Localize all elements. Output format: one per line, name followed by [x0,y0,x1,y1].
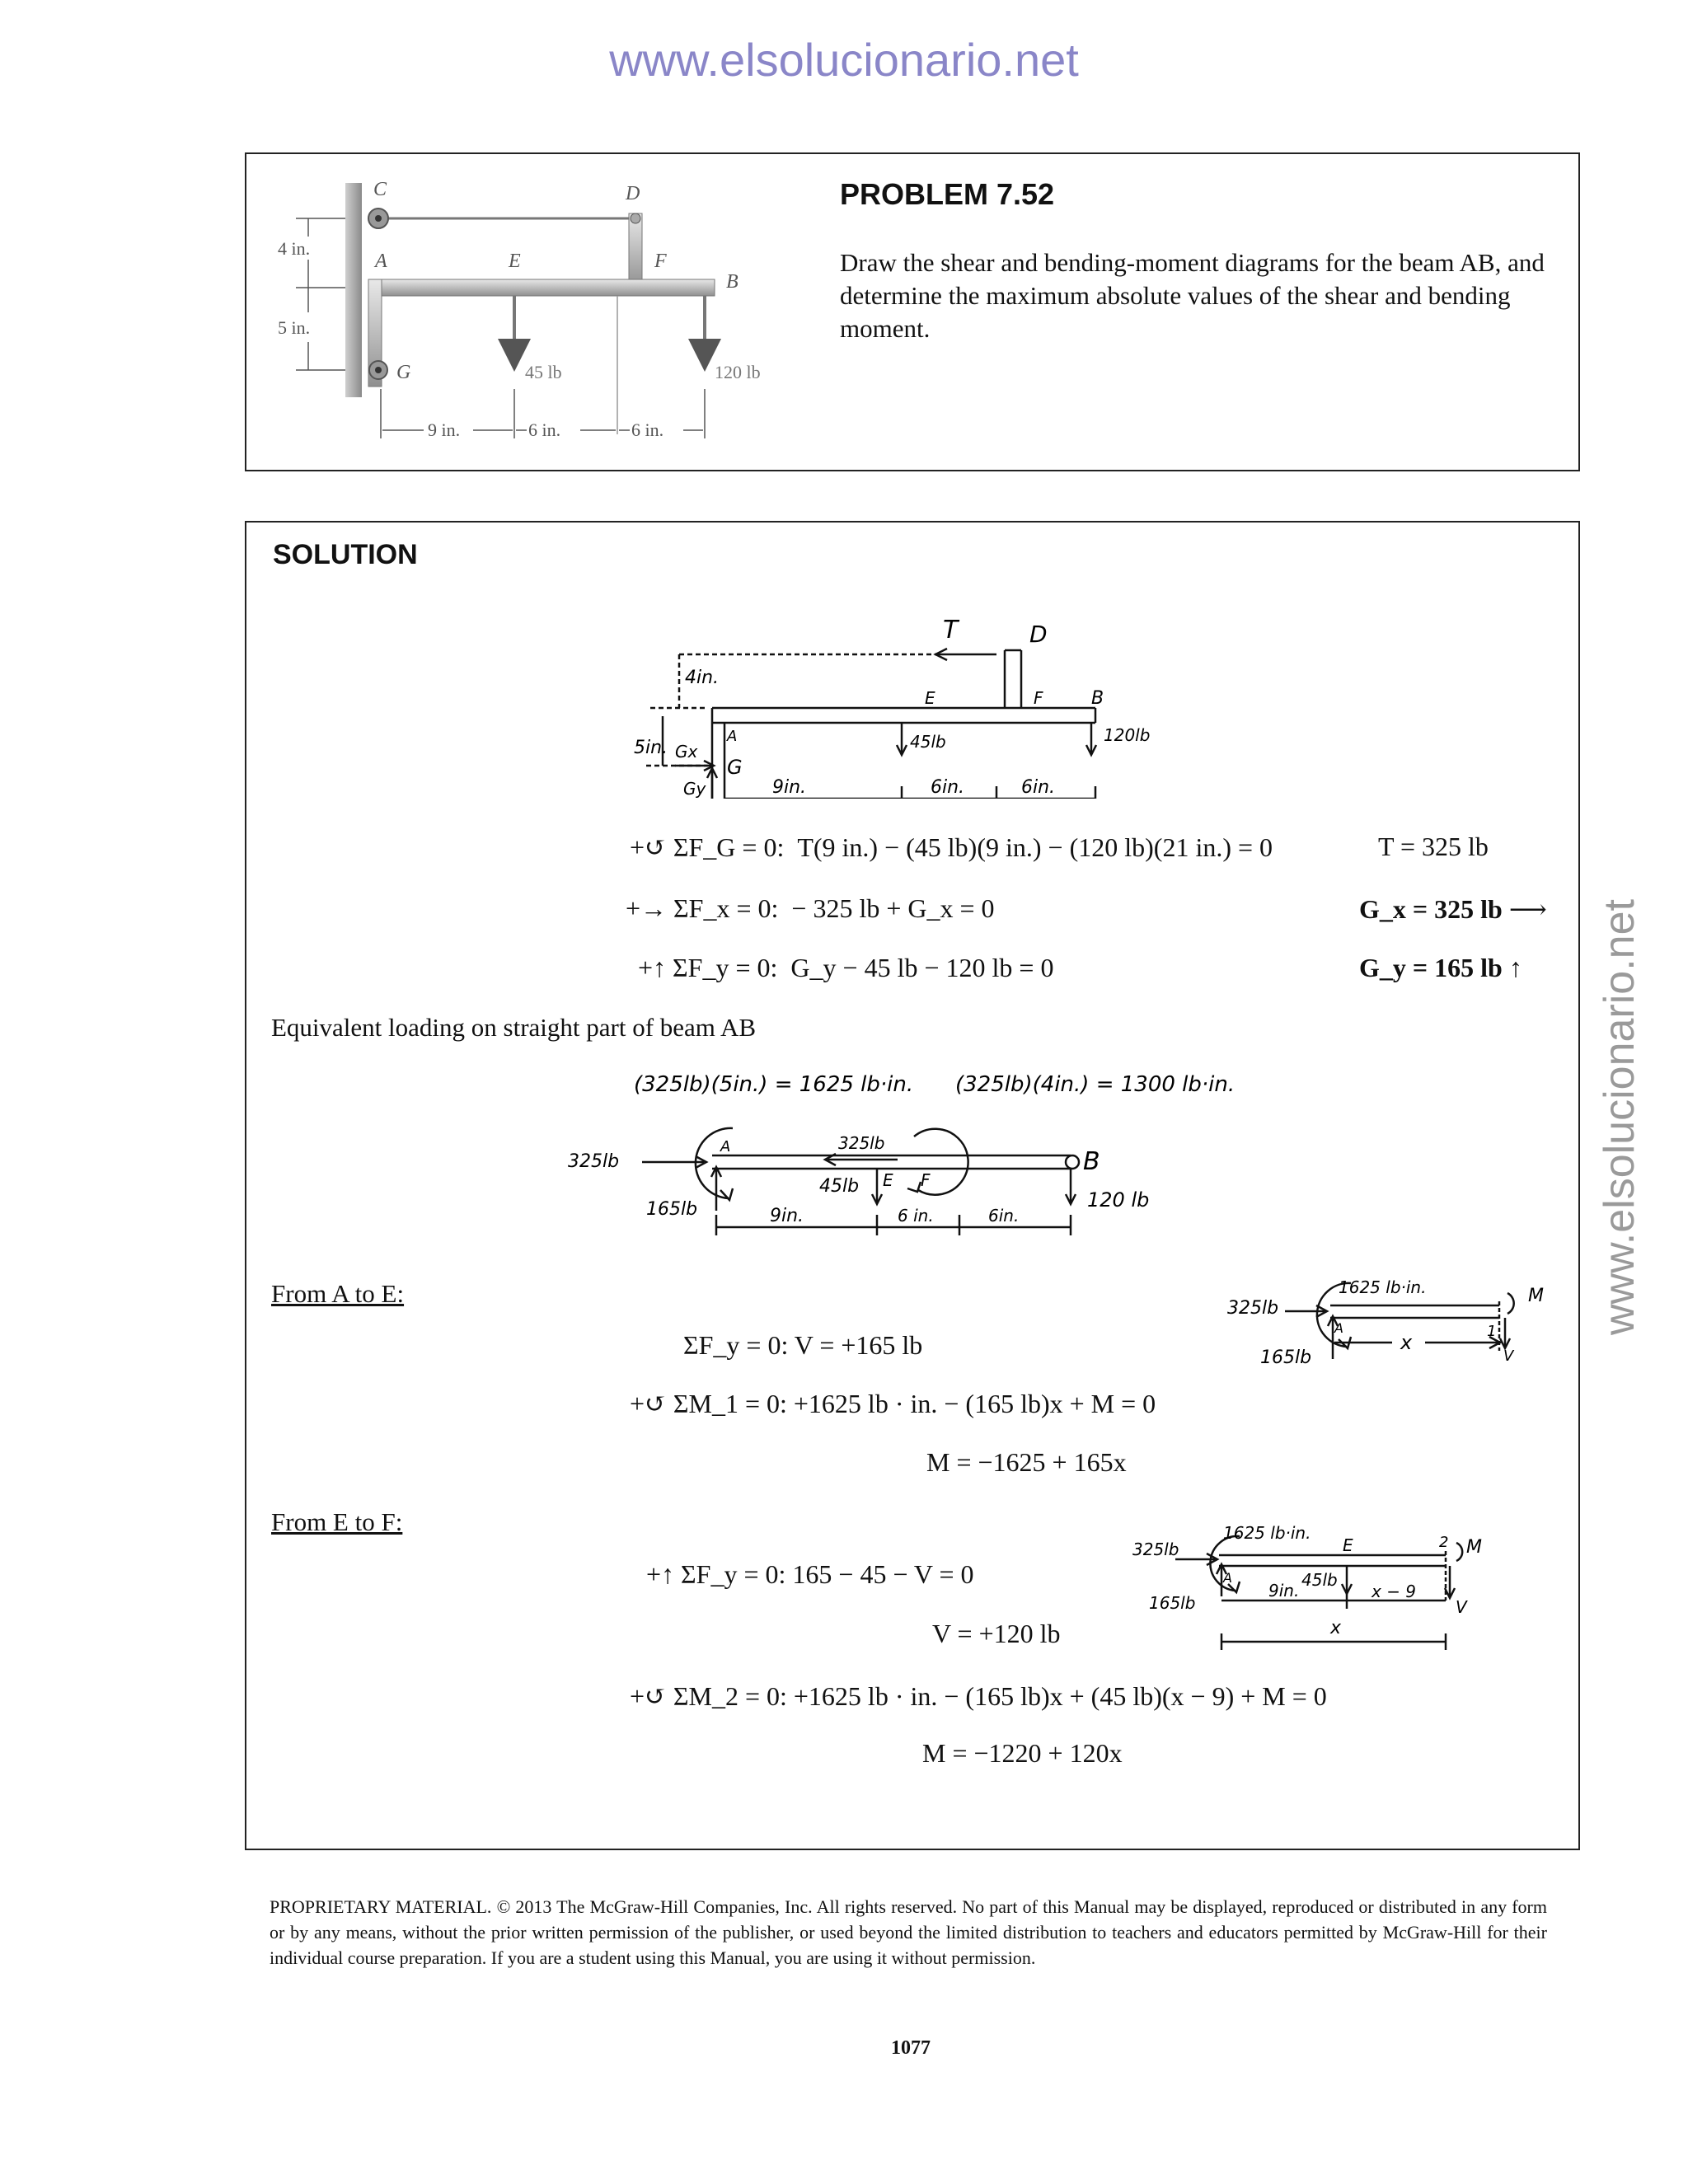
fbd2-A: A [720,1138,731,1155]
fbd1-45lb: 45lb [910,732,946,752]
fbd2-B: B [1083,1147,1100,1176]
fbd2-F: F [921,1170,931,1190]
ef-fbd-325lb: 325lb [1132,1540,1179,1559]
watermark-side: www.elsolucionario.net [1596,899,1643,1335]
solution-box [245,521,1580,1850]
ccw-sign-icon: +↺ [630,832,667,862]
problem-title: PROBLEM 7.52 [840,177,1055,211]
ef-fbd-A: A [1223,1570,1232,1586]
footer-copyright: PROPRIETARY MATERIAL. © 2013 The McGraw-Hill Companies, Inc. All rights reserved. No part of this Manual may be displayed, reproduced or distributed in any form or by any means, without the prior written permission of the publisher, or used beyond the limited distribution to teachers and educators permitted by McGraw-Hill for their individual course preparation. If you are a student using this Manual, you are using it without permission. [270,1896,1547,1968]
fbd1-5in: 5in. [634,738,668,758]
fbd-e-to-f [1132,1518,1495,1662]
ae-eq-fy: ΣF_y = 0: V = +165 lb [683,1330,923,1360]
fbd1-F: F [1034,688,1043,708]
fbd2-6in-a: 6 in. [898,1206,934,1226]
arrow-right-icon: ⟶ [1508,894,1547,924]
load-45: 45 lb [525,362,562,382]
ef-fbd-2: 2 [1439,1534,1449,1551]
fbd1-Gx: Gx [675,742,698,762]
fbd2-moment-1625: (325lb)(5in.) = 1625 lb·in. [634,1072,914,1097]
fbd2-45lb: 45lb [819,1176,860,1197]
ef-fbd-V: V [1456,1597,1467,1617]
fbd1-D: D [1029,621,1048,648]
beam-ab [368,279,715,296]
fbd2-165lb: 165lb [646,1199,698,1220]
wall [345,183,362,397]
ae-fbd-325lb: 325lb [1227,1298,1279,1319]
fbd2-325lb-left: 325lb [568,1151,620,1172]
fbd1-9in: 9in. [772,777,807,798]
label-g: G [396,362,411,383]
ae-fbd-moment: 1625 lb·in. [1339,1277,1427,1297]
fbd1-120lb: 120lb [1104,725,1151,745]
label-a: A [375,251,387,272]
fbd2-120lb: 120 lb [1087,1188,1150,1212]
heading-e-to-f: From E to F: [271,1507,403,1536]
fbd1-T: T [943,616,959,644]
dim-6in-b: 6 in. [631,419,664,440]
equiv-loading-label: Equivalent loading on straight part of beam AB [271,1013,757,1042]
eq-result-gy: G_y = 165 lb ↑ [1359,953,1522,982]
dim-5in: 5 in. [278,317,311,338]
page-number: 1077 [891,2037,931,2059]
label-d: D [626,183,640,204]
ef-eq-fy: +↑ ΣF_y = 0: 165 − 45 − V = 0 [646,1559,974,1589]
arrow-up-icon: ↑ [1508,953,1522,982]
ef-eq-v: V = +120 lb [932,1619,1061,1648]
ef-fbd-moment: 1625 lb·in. [1223,1523,1311,1543]
label-e: E [509,251,521,272]
ae-eq-m1: +↺ ΣM_1 = 0: +1625 lb · in. − (165 lb)x + M = 0 [630,1389,1156,1418]
right-sign-icon: +→ [626,893,668,923]
ef-fbd-9in: 9in. [1268,1581,1300,1601]
ccw-sign-icon: +↺ [630,1681,667,1711]
ef-fbd-x9: x − 9 [1372,1582,1417,1601]
fbd2-E: E [883,1170,893,1190]
fbd1-A: A [727,728,738,745]
label-b: B [726,271,738,293]
fbd1-6in-a: 6in. [931,777,965,798]
ae-eq-m: M = −1625 + 165x [926,1447,1127,1477]
fbd2-T: 325lb [838,1133,885,1153]
ef-fbd-165lb: 165lb [1149,1593,1196,1613]
label-c: C [373,179,387,200]
problem-text: Draw the shear and bending-moment diagrams for the beam AB, and determine the maximum absolute values of the shear and bending moment. [840,248,1545,343]
heading-a-to-e: From A to E: [271,1279,405,1308]
fbd2-6in-b: 6in. [988,1206,1020,1226]
dim-9in: 9 in. [428,419,461,440]
up-sign-icon: +↑ [646,1559,675,1589]
fbd-equivalent-loading [568,1066,1293,1256]
eq-sum-fx: +→ ΣF_x = 0: − 325 lb + G_x = 0 [626,893,995,923]
label-f: F [654,251,667,272]
ae-fbd-V: V [1503,1347,1514,1365]
ae-fbd-A: A [1334,1320,1343,1336]
fbd2-moment-1300: (325lb)(4in.) = 1300 lb·in. [955,1072,1236,1097]
solution-title: SOLUTION [273,539,418,570]
ef-fbd-x: x [1330,1618,1342,1638]
ef-fbd-E: E [1343,1535,1353,1555]
post-d [629,213,642,288]
fbd1-G: G [727,756,743,779]
fbd1-Gy: Gy [683,779,706,799]
ef-fbd-45lb: 45lb [1301,1570,1338,1590]
problem-box [245,152,1580,471]
fbd-a-to-e [1227,1260,1557,1384]
dim-4in: 4 in. [278,238,311,259]
fbd1-6in-b: 6in. [1021,777,1056,798]
load-120: 120 lb [715,362,761,382]
ef-fbd-M: M [1466,1537,1482,1558]
dim-6in-a: 6 in. [528,419,561,440]
eq-sum-fy: +↑ ΣF_y = 0: G_y − 45 lb − 120 lb = 0 [638,953,1054,982]
problem-figure [263,154,840,467]
eq-moment-g: +↺ ΣF_G = 0: T(9 in.) − (45 lb)(9 in.) − (120 lb)(21 in.) = 0 [630,832,1273,862]
up-sign-icon: +↑ [638,953,667,982]
fbd-whole-member [634,601,1161,799]
ae-fbd-M: M [1528,1286,1544,1306]
fbd1-4in: 4in. [685,668,720,688]
ef-eq-m2: +↺ ΣM_2 = 0: +1625 lb · in. − (165 lb)x + (45 lb)(x − 9) + M = 0 [630,1681,1327,1711]
watermark-top: www.elsolucionario.net [609,34,1079,86]
ae-fbd-x: x [1400,1331,1413,1354]
fbd1-B: B [1091,688,1104,709]
fbd1-E: E [925,688,935,708]
ccw-sign-icon: +↺ [630,1389,667,1418]
ef-eq-m: M = −1220 + 120x [922,1738,1123,1768]
fbd2-9in: 9in. [770,1206,804,1226]
eq-result-gx: G_x = 325 lb ⟶ [1359,894,1547,924]
ae-fbd-1: 1 [1487,1323,1497,1340]
eq-result-t: T = 325 lb [1378,832,1489,861]
ae-fbd-165lb: 165lb [1260,1347,1312,1368]
